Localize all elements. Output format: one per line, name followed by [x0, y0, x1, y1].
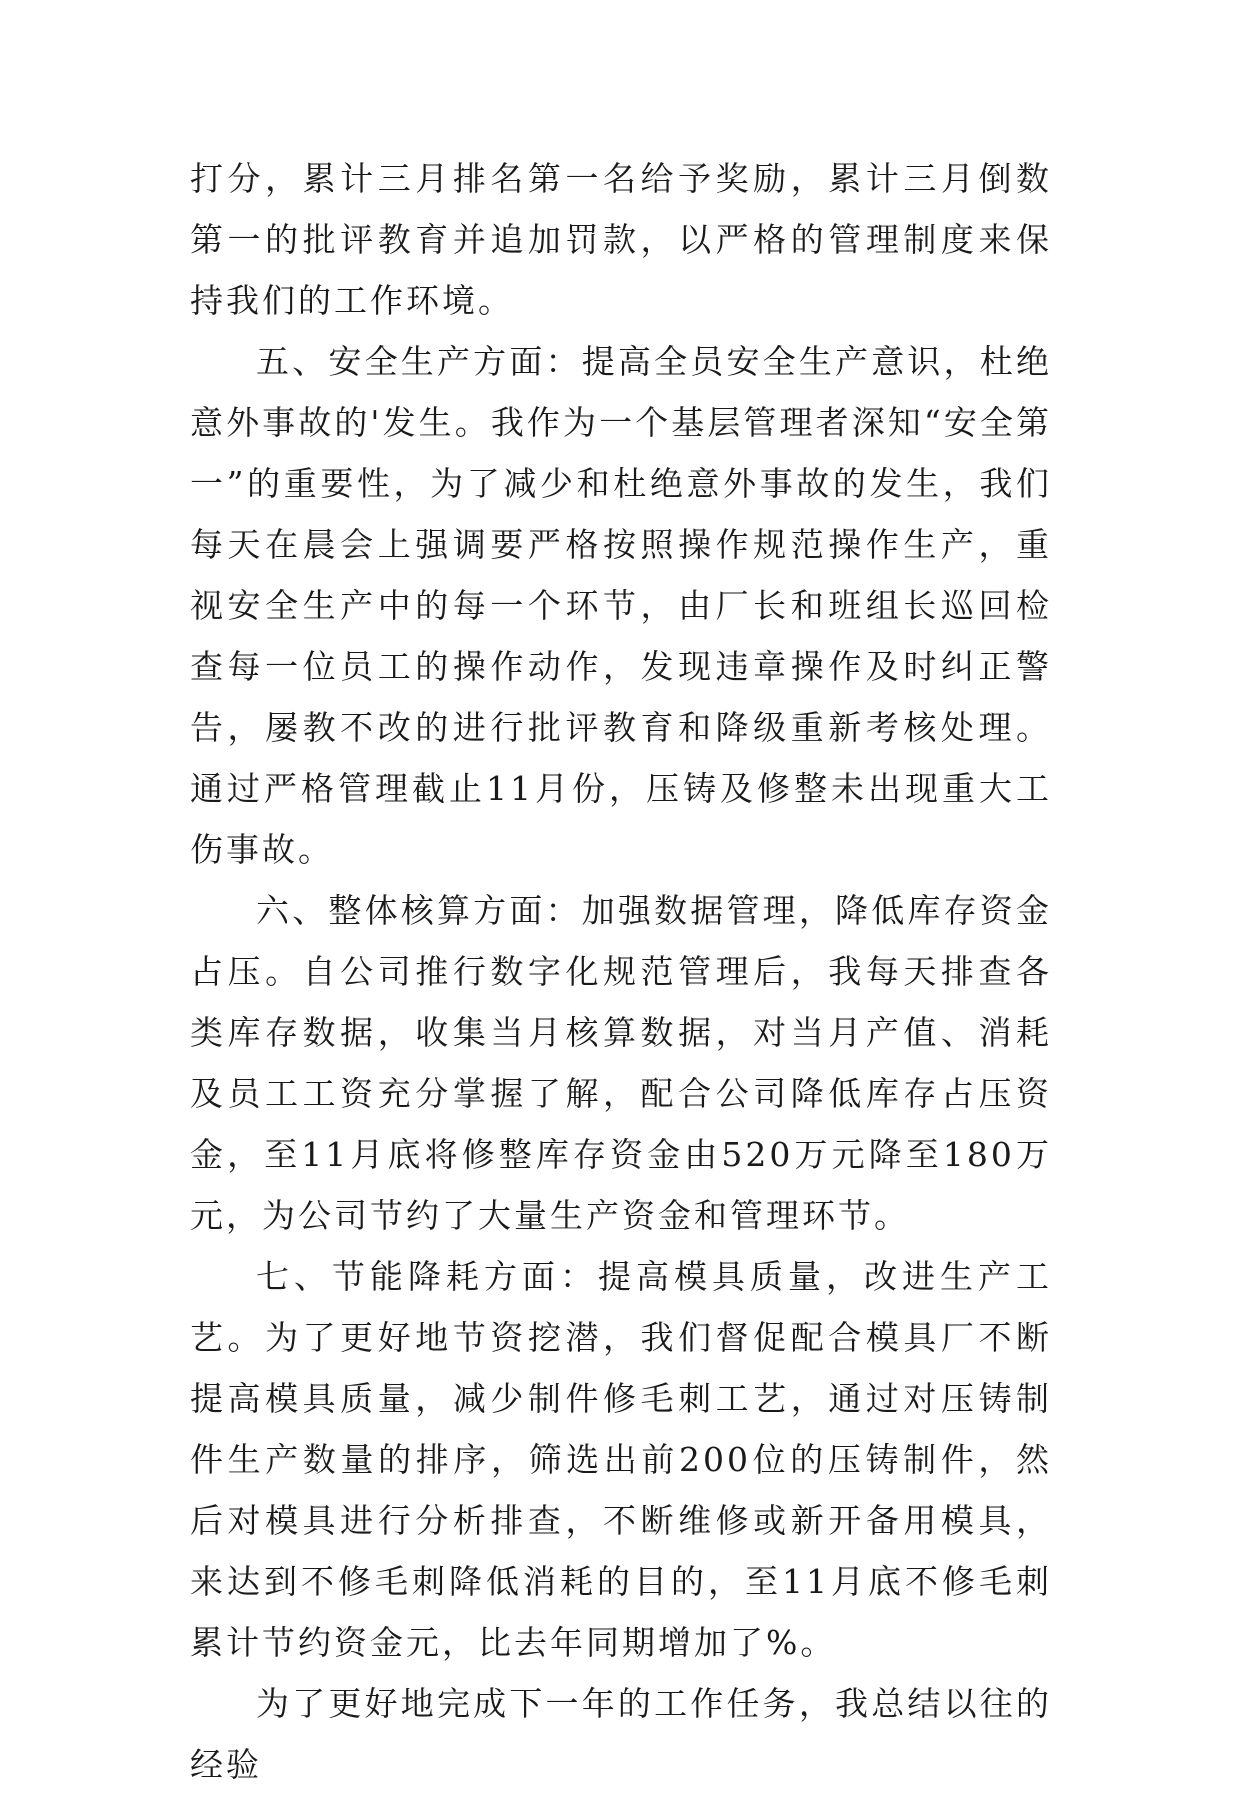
paragraph-energy-saving: 七、节能降耗方面：提高模具质量，改进生产工艺。为了更好地节资挖潜，我们督促配合模具厂不断提高模具质量，减少制件修毛刺工艺，通过对压铸制件生产数量的排序，筛选出前200位的压铸制件，然后对模具进行分析排查，不断维修或新开备用模具，来达到不修毛刺降低消耗的目的，至11月底不修毛刺累计节约资金元，比去年同期增加了%。: [190, 1257, 1052, 1662]
document-page: [190, 148, 1052, 1795]
paragraph-safety-production: 五、安全生产方面：提高全员安全生产意识，杜绝意外事故的'发生。我作为一个基层管理者深知“安全第一”的重要性，为了减少和杜绝意外事故的发生，我们每天在晨会上强调要严格按照操作规范操作生产，重视安全生产中的每一个环节，由厂长和班组长巡回检查每一位员工的操作动作，发现违章操作及时纠正警告，屡教不改的进行批评教育和降级重新考核处理。通过严格管理截止11月份，压铸及修整未出现重大工伤事故。: [190, 342, 1052, 869]
paragraph-overall-accounting: 六、整体核算方面：加强数据管理，降低库存资金占压。自公司推行数字化规范管理后，我每天排查各类库存数据，收集当月核算数据，对当月产值、消耗及员工工资充分掌握了解，配合公司降低库存占压资金，至11月底将修整库存资金由520万元降至180万元，为公司节约了大量生产资金和管理环节。: [190, 891, 1052, 1235]
paragraph-next-year-plan: 为了更好地完成下一年的工作任务，我总结以往的经验: [190, 1684, 1052, 1784]
paragraph-intro-continued: 打分，累计三月排名第一名给予奖励，累计三月倒数第一的批评教育并追加罚款，以严格的管理制度来保持我们的工作环境。: [190, 159, 1052, 320]
